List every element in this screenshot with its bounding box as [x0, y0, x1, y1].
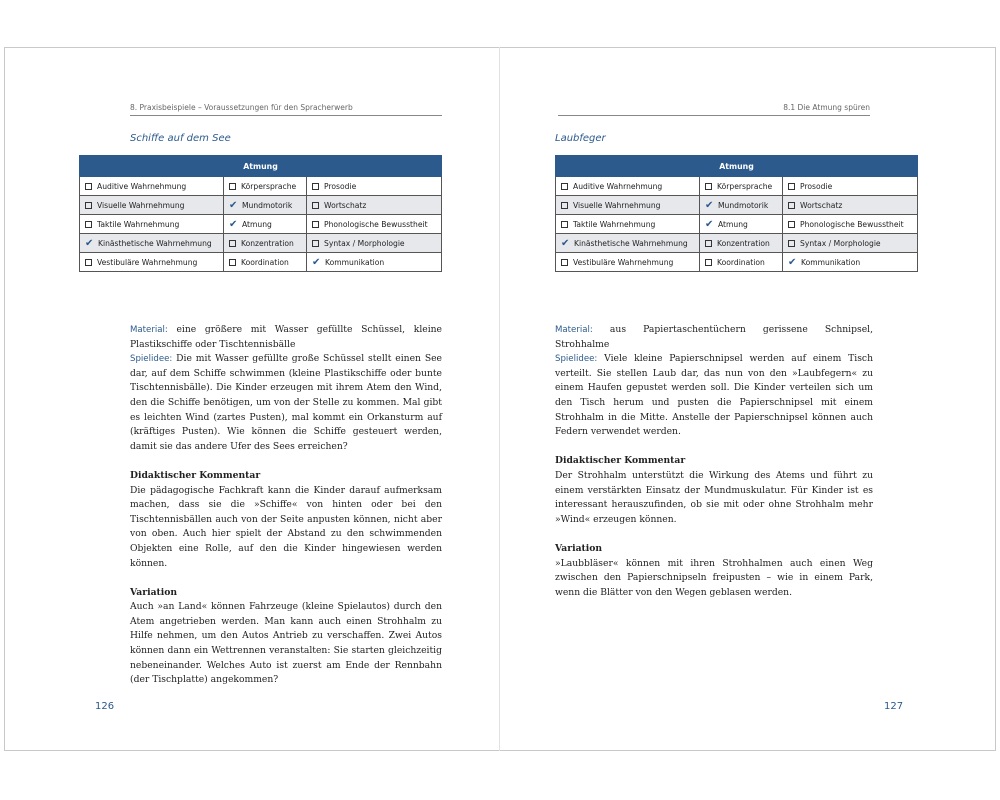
table-cell [224, 177, 307, 196]
section-title: Laubfeger [555, 133, 606, 144]
cell-label: Vestibuläre Wahrnehmung [573, 257, 674, 267]
variation-heading: Variation [555, 542, 603, 554]
unchecked-checkbox-icon [788, 221, 795, 228]
running-head: 8.1 Die Atmung spüren [558, 103, 870, 116]
running-head: 8. Praxisbeispiele – Voraussetzungen für den Spracherwerb [130, 103, 442, 116]
left-page [5, 47, 499, 751]
table-cell [783, 253, 918, 272]
table-cell [307, 177, 442, 196]
unchecked-checkbox-icon [561, 259, 568, 266]
table-header: Atmung [80, 156, 442, 177]
table-row [556, 177, 918, 196]
cell-label: Visuelle Wahrnehmung [573, 200, 661, 210]
cell-label: Syntax / Morphologie [800, 238, 881, 248]
table-cell [224, 196, 307, 215]
table-body [80, 177, 442, 272]
table-cell [700, 177, 783, 196]
unchecked-checkbox-icon [85, 183, 92, 190]
unchecked-checkbox-icon [229, 183, 236, 190]
table-row [80, 196, 442, 215]
skills-table [79, 155, 442, 272]
table-row [80, 234, 442, 253]
checked-checkbox-icon: ✔ [229, 199, 238, 211]
section-title: Schiffe auf dem See [130, 133, 231, 144]
right-page [500, 47, 995, 751]
unchecked-checkbox-icon [705, 240, 712, 247]
cell-label: Auditive Wahrnehmung [573, 181, 663, 191]
variation-heading: Variation [130, 586, 178, 598]
table-cell [224, 253, 307, 272]
unchecked-checkbox-icon [705, 183, 712, 190]
unchecked-checkbox-icon [788, 240, 795, 247]
unchecked-checkbox-icon [561, 183, 568, 190]
table-cell [80, 196, 224, 215]
cell-label: Syntax / Morphologie [324, 238, 405, 248]
table-cell [556, 177, 700, 196]
cell-label: Konzentration [717, 238, 770, 248]
body-text [130, 323, 442, 688]
material-label: Material: [130, 325, 168, 335]
comment-text: Der Strohhalm unterstützt die Wirkung des Atems und führt zu einem verstärkten Einsatz der Mundmuskulatur. Für Kinder ist es interessant herauszufinden, ob sie mit oder ohne Strohhalm mehr »Wind« erzeugen können. [555, 469, 873, 525]
variation-text: »Laubbläser« können mit ihren Strohhalmen auch einen Weg zwischen den Papierschnipseln freipusten – wie in einem Park, wenn die Blätter von den Wegen geblasen werden. [555, 557, 873, 598]
body-text [555, 323, 873, 600]
table-row [556, 253, 918, 272]
checked-checkbox-icon: ✔ [705, 218, 714, 230]
cell-label: Mundmotorik [718, 200, 769, 210]
cell-label: Vestibuläre Wahrnehmung [97, 257, 198, 267]
cell-label: Phonologische Bewusstheit [324, 219, 428, 229]
cell-label: Taktile Wahrnehmung [97, 219, 180, 229]
page-number: 126 [95, 701, 115, 712]
cell-label: Körpersprache [717, 181, 773, 191]
material-label: Material: [555, 325, 593, 335]
unchecked-checkbox-icon [788, 202, 795, 209]
skills-table [555, 155, 918, 272]
table-row [80, 177, 442, 196]
table-row [556, 196, 918, 215]
unchecked-checkbox-icon [312, 183, 319, 190]
material-text: aus Papiertaschentüchern gerissene Schnipsel, Strohhalme [555, 324, 873, 350]
cell-label: Kinästhetische Wahrnehmung [98, 238, 212, 248]
table-header: Atmung [556, 156, 918, 177]
table-cell [80, 215, 224, 234]
comment-heading: Didaktischer Kommentar [130, 469, 261, 481]
cell-label: Koordination [241, 257, 289, 267]
checked-checkbox-icon: ✔ [561, 237, 570, 249]
table-cell [80, 234, 224, 253]
table-row [80, 253, 442, 272]
cell-label: Körpersprache [241, 181, 297, 191]
unchecked-checkbox-icon [85, 202, 92, 209]
table-cell [783, 196, 918, 215]
cell-label: Kommunikation [801, 257, 861, 267]
unchecked-checkbox-icon [312, 240, 319, 247]
table-cell [556, 234, 700, 253]
unchecked-checkbox-icon [229, 259, 236, 266]
checked-checkbox-icon: ✔ [788, 256, 797, 268]
table-cell [700, 253, 783, 272]
table-cell [80, 253, 224, 272]
table-row [556, 234, 918, 253]
checked-checkbox-icon: ✔ [229, 218, 238, 230]
spielidee-paragraph [130, 352, 442, 454]
table-cell [700, 215, 783, 234]
table-cell [700, 234, 783, 253]
table-row [80, 215, 442, 234]
material-text: eine größere mit Wasser gefüllte Schüssel, kleine Plastikschiffe oder Tischtennisbälle [130, 324, 442, 350]
unchecked-checkbox-icon [312, 221, 319, 228]
unchecked-checkbox-icon [705, 259, 712, 266]
cell-label: Konzentration [241, 238, 294, 248]
table-cell [224, 215, 307, 234]
table-cell [783, 177, 918, 196]
comment-text: Die pädagogische Fachkraft kann die Kinder darauf aufmerksam machen, dass sie die »Schiffe« von hinten oder bei den Tischtennisbällen auch von der Seite anpusten können, nicht aber von oben. Auch hier spielt der Abstand zu den schwimmenden Objekten eine Rolle, auf den die Kinder hingewiesen werden können. [130, 484, 442, 569]
spielidee-text: Viele kleine Papierschnipsel werden auf einem Tisch verteilt. Sie stellen Laub dar, das nun von den »Laubfegern« zu einem Haufen gepustet werden soll. Die Kinder verteilen sich um den Tisch herum und pusten die Papierschnipsel mit einem Strohhalm in die Mitte. Anstelle der Papierschnipsel können auch Federn verwendet werden. [555, 353, 873, 438]
table-cell [80, 177, 224, 196]
table-cell [556, 196, 700, 215]
checked-checkbox-icon: ✔ [85, 237, 94, 249]
table-cell [307, 253, 442, 272]
material-paragraph [130, 323, 442, 352]
unchecked-checkbox-icon [561, 221, 568, 228]
cell-label: Atmung [718, 219, 748, 229]
variation-text: Auch »an Land« können Fahrzeuge (kleine Spielautos) durch den Atem angetrieben werden. Man kann auch einen Strohhalm zu Hilfe nehmen, um den Autos Antrieb zu verschaffen. Zwei Autos können dann ein Wettrennen veranstalten: Sie starten gleichzeitig nebeneinander. Welches Auto ist zuerst am Ende der Rennbahn (der Tischplatte) angekommen? [130, 601, 442, 686]
table-cell [307, 234, 442, 253]
comment-heading: Didaktischer Kommentar [555, 455, 686, 467]
cell-label: Kinästhetische Wahrnehmung [574, 238, 688, 248]
checked-checkbox-icon: ✔ [705, 199, 714, 211]
table-cell [700, 196, 783, 215]
cell-label: Kommunikation [325, 257, 385, 267]
spielidee-text: Die mit Wasser gefüllte große Schüssel stellt einen See dar, auf dem Schiffe schwimmen (kleine Plastikschiffe oder bunte Tischtennisbälle). Die Kinder erzeugen mit ihrem Atem den Wind, den die Schiffe benötigen, um von der Stelle zu kommen. Mal gibt es leichten Wind (zartes Pusten), mal kommt ein Orkansturm auf (kräftiges Pusten). Wie können die Schiffe gesteuert werden, damit sie das andere Ufer des Sees erreichen? [130, 353, 442, 452]
table-cell [556, 215, 700, 234]
table-row [556, 215, 918, 234]
table-cell [224, 234, 307, 253]
spielidee-label: Spielidee: [130, 354, 173, 365]
spielidee-paragraph [555, 352, 873, 440]
table-cell [783, 215, 918, 234]
cell-label: Taktile Wahrnehmung [573, 219, 656, 229]
table-body [556, 177, 918, 272]
cell-label: Prosodie [324, 181, 357, 191]
spielidee-label: Spielidee: [555, 354, 598, 365]
table-cell [783, 234, 918, 253]
cell-label: Atmung [242, 219, 272, 229]
page-number: 127 [884, 701, 904, 712]
cell-label: Koordination [717, 257, 765, 267]
cell-label: Wortschatz [800, 200, 843, 210]
table-cell [556, 253, 700, 272]
checked-checkbox-icon: ✔ [312, 256, 321, 268]
cell-label: Phonologische Bewusstheit [800, 219, 904, 229]
table-cell [307, 215, 442, 234]
cell-label: Auditive Wahrnehmung [97, 181, 187, 191]
unchecked-checkbox-icon [561, 202, 568, 209]
cell-label: Wortschatz [324, 200, 367, 210]
cell-label: Prosodie [800, 181, 833, 191]
unchecked-checkbox-icon [85, 221, 92, 228]
table-cell [307, 196, 442, 215]
cell-label: Mundmotorik [242, 200, 293, 210]
unchecked-checkbox-icon [312, 202, 319, 209]
material-paragraph [555, 323, 873, 352]
cell-label: Visuelle Wahrnehmung [97, 200, 185, 210]
unchecked-checkbox-icon [788, 183, 795, 190]
unchecked-checkbox-icon [229, 240, 236, 247]
unchecked-checkbox-icon [85, 259, 92, 266]
